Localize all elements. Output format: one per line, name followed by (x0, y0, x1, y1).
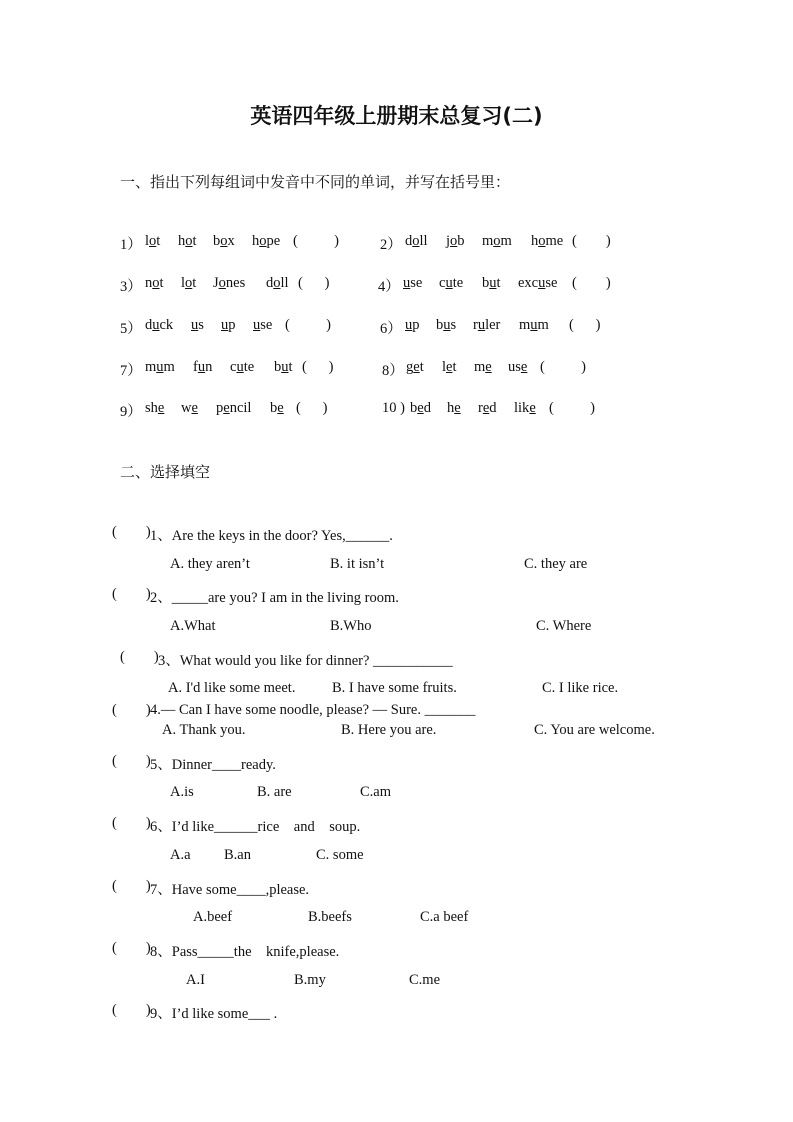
answer-option[interactable]: B. Here you are. (341, 722, 437, 738)
word-prefix: m (519, 317, 531, 333)
word-suffix: d (489, 400, 497, 416)
phonics-word (274, 359, 293, 376)
underlined-letter: o (538, 233, 546, 249)
answer-parentheses[interactable]: ( ) (540, 359, 586, 375)
answer-option[interactable]: C. some (316, 847, 364, 863)
word-suffix: t (192, 233, 197, 249)
word-suffix: ler (485, 317, 501, 333)
underlined-letter: u (538, 275, 546, 291)
item-number: 4） (378, 279, 400, 295)
word-prefix: l (145, 233, 150, 249)
answer-parentheses[interactable]: ( ) (549, 400, 595, 416)
underlined-letter: u (445, 275, 453, 291)
word-suffix: s (450, 317, 457, 333)
word-prefix: h (531, 233, 539, 249)
word-prefix: w (181, 400, 192, 416)
word-prefix: g (406, 359, 414, 375)
word-suffix: te (243, 359, 255, 375)
phonics-word (519, 317, 549, 334)
word-suffix: b (457, 233, 465, 249)
question-text: 4.— Can I have some noodle, please? — Sure. _______ (150, 702, 476, 718)
item-number: 2） (380, 237, 402, 253)
item-number: 9） (120, 404, 142, 420)
word-prefix: l (181, 275, 186, 291)
underlined-letter: u (489, 275, 497, 291)
answer-option[interactable]: A. I'd like some meet. (168, 680, 296, 696)
word-prefix: d (405, 233, 413, 249)
word-prefix: h (447, 400, 455, 416)
word-suffix: nes (225, 275, 246, 291)
answer-parentheses[interactable]: ( ) (112, 524, 151, 540)
word-suffix: ck (159, 317, 174, 333)
phonics-word (514, 400, 536, 417)
underlined-letter: e (446, 359, 453, 375)
underlined-letter: u (221, 317, 229, 333)
word-prefix: d (145, 317, 153, 333)
answer-option[interactable]: A.is (170, 784, 194, 800)
underlined-letter: e (417, 400, 424, 416)
answer-parentheses[interactable]: ( ) (572, 233, 611, 249)
underlined-letter: e (191, 400, 198, 416)
phonics-word (178, 233, 197, 250)
underlined-letter: e (223, 400, 230, 416)
underlined-letter: o (220, 233, 228, 249)
answer-parentheses[interactable]: ( ) (112, 586, 151, 602)
phonics-word (145, 317, 173, 334)
answer-parentheses[interactable]: ( ) (112, 878, 151, 894)
answer-option[interactable]: A. Thank you. (162, 722, 246, 738)
answer-option[interactable]: C. Where (536, 618, 592, 634)
underlined-letter: u (156, 359, 164, 375)
page-title: 英语四年级上册期末总复习(二) (250, 104, 543, 128)
word-prefix: J (213, 275, 219, 291)
answer-parentheses[interactable]: ( ) (293, 233, 339, 249)
answer-option[interactable]: B.beefs (308, 909, 352, 925)
word-prefix: h (178, 233, 186, 249)
underlined-letter: o (152, 275, 160, 291)
underlined-letter: u (443, 317, 451, 333)
word-prefix: m (482, 233, 494, 249)
word-prefix: c (230, 359, 237, 375)
word-suffix: t (419, 359, 424, 375)
word-prefix: exc (518, 275, 539, 291)
answer-parentheses[interactable]: ( ) (298, 275, 330, 291)
word-prefix: h (252, 233, 260, 249)
word-prefix: us (508, 359, 521, 375)
phonics-word (446, 233, 465, 250)
answer-option[interactable]: A.What (170, 618, 216, 634)
item-number: 3） (120, 279, 142, 295)
question-text: 6、I’d like______rice and soup. (150, 819, 361, 835)
word-suffix: s (198, 317, 204, 333)
question-text: 9、I’d like some___ . (150, 1006, 278, 1022)
item-number: 6） (380, 321, 402, 337)
word-prefix: r (478, 400, 483, 416)
question-text: 2、_____are you? I am in the living room. (150, 590, 399, 606)
phonics-word (191, 317, 204, 334)
answer-option[interactable]: C. You are welcome. (534, 722, 655, 738)
word-prefix: p (216, 400, 224, 416)
word-prefix: l (442, 359, 447, 375)
phonics-word (181, 275, 196, 292)
phonics-word (531, 233, 563, 250)
underlined-letter: e (529, 400, 536, 416)
word-suffix: me (545, 233, 564, 249)
question-text: 3、What would you like for dinner? ___________ (158, 653, 453, 669)
question-text: 5、Dinner____ready. (150, 757, 276, 773)
answer-option[interactable]: A.a (170, 847, 191, 863)
answer-option[interactable]: C.a beef (420, 909, 469, 925)
phonics-word (406, 359, 424, 376)
answer-parentheses[interactable]: ( ) (572, 275, 611, 291)
word-prefix: b (436, 317, 444, 333)
underlined-letter: o (412, 233, 420, 249)
word-prefix: f (193, 359, 198, 375)
word-suffix: x (227, 233, 235, 249)
phonics-word (216, 400, 251, 417)
phonics-word (478, 400, 497, 417)
underlined-letter: o (149, 233, 157, 249)
word-suffix: se (410, 275, 423, 291)
answer-option[interactable]: C.me (409, 972, 441, 988)
phonics-word (230, 359, 254, 376)
underlined-letter: u (281, 359, 289, 375)
phonics-word (213, 275, 245, 292)
phonics-word (410, 400, 431, 417)
phonics-word (474, 359, 492, 376)
answer-parentheses[interactable]: ( ) (112, 815, 151, 831)
answer-parentheses[interactable]: ( ) (112, 753, 151, 769)
phonics-word (145, 233, 160, 250)
phonics-word (145, 359, 175, 376)
word-suffix: p (412, 317, 420, 333)
item-number: 5） (120, 321, 142, 337)
phonics-word (442, 359, 457, 376)
item-number: 10 ) (382, 400, 405, 416)
phonics-word (145, 275, 164, 292)
word-suffix: t (496, 275, 501, 291)
underlined-letter: e (413, 359, 420, 375)
word-suffix: t (192, 275, 197, 291)
phonics-word (403, 275, 422, 292)
underlined-letter: o (450, 233, 458, 249)
underlined-letter: u (197, 359, 206, 375)
underlined-letter: u (236, 359, 244, 375)
word-prefix: m (474, 359, 486, 375)
answer-option[interactable]: B.my (294, 972, 326, 988)
question-text: 1、Are the keys in the door? Yes,______. (150, 528, 393, 544)
answer-parentheses[interactable]: ( ) (302, 359, 334, 375)
underlined-letter: u (403, 275, 411, 291)
underlined-letter: e (485, 359, 492, 375)
underlined-letter: o (218, 275, 226, 291)
phonics-word (181, 400, 198, 417)
word-suffix: p (228, 317, 236, 333)
question-text: 7、Have some____,please. (150, 882, 310, 898)
word-prefix: n (145, 275, 153, 291)
phonics-word (266, 275, 289, 292)
answer-option[interactable]: B. I have some fruits. (332, 680, 457, 696)
word-suffix: d (423, 400, 431, 416)
item-number: 8） (382, 363, 404, 379)
underlined-letter: e (157, 400, 165, 416)
word-prefix: d (266, 275, 274, 291)
phonics-word (508, 359, 527, 376)
phonics-word (405, 233, 428, 250)
answer-option[interactable]: C.am (360, 784, 392, 800)
word-prefix: lik (514, 400, 530, 416)
phonics-word (473, 317, 500, 334)
word-suffix: t (288, 359, 293, 375)
word-suffix: ll (280, 275, 289, 291)
answer-option[interactable]: A.I (186, 972, 205, 988)
phonics-word (439, 275, 463, 292)
phonics-word (221, 317, 236, 334)
word-suffix: te (452, 275, 464, 291)
word-suffix: t (452, 359, 457, 375)
section1-heading: 一、指出下列每组词中发音中不同的单词，并写在括号里： (120, 173, 511, 191)
word-suffix: t (156, 233, 161, 249)
answer-parentheses[interactable]: ( ) (296, 400, 328, 416)
answer-parentheses[interactable]: ( ) (112, 702, 151, 718)
word-prefix: b (274, 359, 282, 375)
word-suffix: m (537, 317, 549, 333)
answer-option[interactable]: A.beef (193, 909, 233, 925)
answer-parentheses[interactable]: ( ) (112, 940, 151, 956)
word-suffix: ncil (229, 400, 252, 416)
underlined-letter: o (185, 233, 193, 249)
answer-option[interactable]: B. are (257, 784, 292, 800)
underlined-letter: e (277, 400, 284, 416)
word-suffix: se (260, 317, 273, 333)
phonics-word (405, 317, 420, 334)
item-number: 7） (120, 363, 142, 379)
underlined-letter: o (493, 233, 501, 249)
phonics-word (482, 275, 501, 292)
phonics-word (193, 359, 212, 376)
word-suffix: ll (419, 233, 428, 249)
phonics-word (253, 317, 272, 334)
section2-heading: 二、选择填空 (120, 463, 211, 481)
underlined-letter: u (405, 317, 413, 333)
underlined-letter: e (482, 400, 490, 416)
question-text: 8、Pass_____the knife,please. (150, 944, 340, 960)
underlined-letter: o (259, 233, 267, 249)
answer-option[interactable]: C. they are (524, 556, 588, 572)
underlined-letter: e (520, 359, 528, 375)
answer-parentheses[interactable]: ( ) (120, 649, 159, 665)
word-prefix: c (439, 275, 446, 291)
phonics-word (436, 317, 456, 334)
word-suffix: t (159, 275, 164, 291)
answer-option[interactable]: B.Who (330, 618, 372, 634)
underlined-letter: u (152, 317, 160, 333)
underlined-letter: u (477, 317, 486, 333)
word-prefix: b (213, 233, 221, 249)
answer-option[interactable]: B. it isn’t (330, 556, 385, 572)
word-prefix: b (482, 275, 490, 291)
phonics-word (252, 233, 280, 250)
phonics-word (145, 400, 164, 417)
word-suffix: m (500, 233, 512, 249)
answer-option[interactable]: A. they aren’t (170, 556, 250, 572)
word-suffix: m (163, 359, 175, 375)
underlined-letter: u (191, 317, 199, 333)
answer-option[interactable]: C. I like rice. (542, 680, 619, 696)
word-prefix: m (145, 359, 157, 375)
word-prefix: sh (145, 400, 158, 416)
underlined-letter: u (530, 317, 538, 333)
underlined-letter: o (185, 275, 193, 291)
phonics-word (518, 275, 557, 292)
word-prefix: j (446, 233, 451, 249)
word-prefix: b (410, 400, 418, 416)
answer-parentheses[interactable]: ( ) (112, 1002, 151, 1018)
phonics-word (213, 233, 235, 250)
word-suffix: se (545, 275, 558, 291)
word-prefix: r (473, 317, 478, 333)
answer-parentheses[interactable]: ( ) (569, 317, 601, 333)
underlined-letter: u (253, 317, 261, 333)
phonics-word (270, 400, 284, 417)
word-suffix: n (205, 359, 213, 375)
answer-parentheses[interactable]: ( ) (285, 317, 331, 333)
phonics-word (482, 233, 512, 250)
phonics-word (447, 400, 461, 417)
word-prefix: b (270, 400, 278, 416)
underlined-letter: o (273, 275, 281, 291)
item-number: 1） (120, 237, 142, 253)
answer-option[interactable]: B.an (224, 847, 251, 863)
word-suffix: pe (266, 233, 281, 249)
underlined-letter: e (454, 400, 461, 416)
